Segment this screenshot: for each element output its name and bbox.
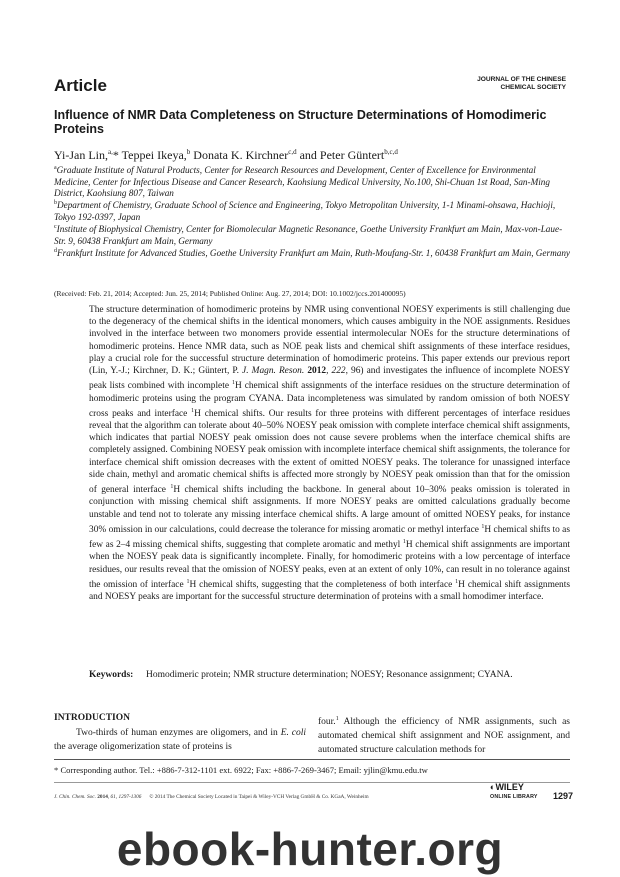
reference-year: 2012 (307, 366, 327, 377)
wiley-logo (490, 783, 550, 792)
body-text: Two-thirds of human enzymes are oligomers, and in (76, 728, 281, 738)
affiliation-a (54, 163, 574, 200)
isotope-superscript: 1 (231, 380, 235, 387)
keywords (89, 669, 569, 682)
introduction-heading: INTRODUCTION (54, 713, 131, 723)
author-name[interactable]: * Teppei Ikeya, (112, 148, 187, 162)
footer-volume-pages: , 61, 1297-1306 (107, 794, 142, 800)
abstract: The structure determination of homodimeric proteins by NMR using conventional NOESY experiments is still challenging due to the degeneracy of the chemical shifts in the identical monomers, which causes ambiguity in the NOE assignments. Residues involved in the interface between two monomers provide essential intermolecular NOEs for the structure determinations of homodimeric proteins. Hence NMR data, such as NOE peak lists and chemical shift assignments of these interface residues, play a crucial role for the successful structure determination of homodimeric proteins. This paper extends our previous report (Lin, Y.-J.; Kirchner, D. K.; Güntert, P. J. Magn. Reson. 2012, 222, 96) and investigates the influence of incomplete NOESY peak lists combined with incomplete $^1$H chemical shift assignments of the interface residues on the structure determination of homodimeric proteins using the program CYANA. Data incompleteness was simulated by random omission of both NOESY cross peaks and interface $^1$H chemical shifts. Our results for three proteins with different percentages of interface residues reveal that the algorithm can tolerate about 40–50% NOESY peak omission with complete interface chemical shift assignments, which indicates that partial NOESY peak omission does not cause severe problems when the interface chemical shifts are completely assigned. Combining NOESY peak omission with incomplete interface chemical shift assignments, the tolerance for interface chemical shift omission decreases with the extent of omitted NOESY peaks. The tolerance for unassigned interface side chain, methyl and aromatic chemical shifts is affected more strongly by NOESY peak omission than that for the omission of general interface $^1$H chemical shifts including the backbone. In general about 10–30% peaks omission is tolerated in conjunction with missing chemical shift assignments. If more NOESY peaks are omitted calculations gradually become unstable and tend not to tolerate any missing interface chemical shifts. A large amount of omitted NOESY peaks, for instance 30% omission in our calculations, could decrease the tolerance for missing aromatic or methyl interface $^1$H chemical shifts to as few as 2–4 missing chemical shifts, suggesting that complete aromatic and methyl $^1$H chemical shift assignments are important when the NOESY peak data is significantly incomplete. Finally, for homodimeric proteins with a low percentage of interface residues, our results reveal that the omission of NOESY peaks, even at an extent of only 10%, can result in no tolerance against the omission of interface $^1$H chemical shifts, suggesting that the completeness of both interface $^1$H chemical shift assignments and NOESY peaks are important for the successful structure determination of proteins with a small homodimer interface. (89, 305, 571, 603)
article-type-label: Article (54, 76, 107, 95)
affiliation-marker: c (54, 224, 57, 230)
journal-reference: J. Magn. Reson. (242, 366, 305, 377)
affiliation-text: Department of Chemistry, Graduate School of Science and Engineering, Tokyo Metropolitan University, 1-1 Minami-ohsawa, Hachioji, Tokyo 192-0397, Japan (54, 200, 556, 222)
abstract-text: H chemical shifts, suggesting that the completeness of both interface (189, 580, 456, 591)
journal-name-line2: CHEMICAL SOCIETY (500, 84, 566, 91)
received-dates-doi: (Received: Feb. 21, 2014; Accepted: Jun. 25, 2014; Published Online: Aug. 27, 2014; DOI: 10.1002/jccs.201400095) (54, 289, 406, 298)
reference-volume: 222 (331, 366, 346, 377)
isotope-superscript: 1 (402, 539, 406, 546)
affiliation-marker: b (54, 200, 57, 206)
author-name[interactable]: Yi-Jan Lin, (54, 148, 108, 162)
author-affiliation-marker: b (186, 148, 191, 156)
isotope-superscript: 1 (170, 484, 174, 491)
abstract-text: H chemical shift assignments are important when the NOESY peak data is significantly incomplete. Finally, for homodimeric proteins with a low percentage of interface residues, our results reveal that the omission of NOESY peaks, even at an extent of only 10%, can result in no tolerance against the omission of interface (89, 540, 570, 591)
affiliation-b (54, 198, 574, 223)
wiley-logo-text: WILEY (495, 782, 524, 792)
abstract-text: H chemical shifts including the backbone. In general about 10–30% peaks omission is tolerated in conjunction with missing chemical shift assignments. If more NOESY peaks are omitted calculations gradually become unstable and tend not to tolerate any missing interface chemical shifts. A large amount of omitted NOESY peaks, for instance 30% omission in our calculations, could decrease the tolerance for missing aromatic or methyl interface (89, 485, 570, 535)
affiliation-d (54, 246, 574, 260)
abstract-text: H chemical shifts to as few as 2–4 missing chemical shifts, suggesting that complete aromatic and methyl (89, 524, 570, 551)
author-affiliation-marker: b,c,d (384, 148, 398, 156)
introduction-left-column (54, 726, 306, 754)
body-text: four. (318, 717, 336, 728)
citation-marker[interactable]: 1 (335, 716, 339, 722)
author-affiliation-marker: c,d (288, 148, 297, 156)
watermark: ebook-hunter.org (116, 823, 504, 875)
keywords-text: Homodimeric protein; NMR structure determination; NOESY; Resonance assignment; CYANA. (146, 670, 513, 680)
body-text: Although the efficiency of NMR assignments, such as automated chemical shift assignment and NOE assignment, and automated structure calculation methods for (318, 717, 570, 756)
body-text: the average oligomerization state of proteins is (54, 742, 232, 752)
author-affiliation-marker: a, (108, 148, 113, 156)
isotope-superscript: 1 (455, 578, 459, 585)
author-name[interactable]: and Peter Güntert (299, 148, 385, 162)
affiliation-text: Graduate Institute of Natural Products, Center for Research Resources and Development, Center of Excellence for Environmental Medicine, Center for Infectious Disease and Cancer Research, Kaohsiung Medical University, No.100, Shi-Chuan 1st Road, San-Ming District, Kaohsiung 807, Taiwan (54, 165, 550, 199)
journal-name-line1: JOURNAL OF THE CHINESE (477, 76, 566, 83)
introduction-right-column (318, 712, 570, 757)
abstract-text: H chemical shift assignments of the interface residues on the structure determination of homodimeric proteins using the program CYANA. Data incompleteness was simulated by random omission of both NOESY cross peaks and interface (89, 381, 570, 419)
isotope-superscript: 1 (191, 407, 195, 414)
affiliation-text: Frankfurt Institute for Advanced Studies, Goethe University Frankfurt am Main, Ruth-Moufang-Str. 1, 60438 Frankfurt am Main, Germany (57, 248, 570, 259)
footer-year: 2014 (97, 794, 108, 800)
affiliation-marker: d (54, 248, 57, 254)
affiliation-marker: a (54, 165, 57, 171)
footer-copyright: © 2014 The Chemical Society Located in Taipei & Wiley-VCH Verlag GmbH & Co. KGaA, Weinheim (149, 794, 369, 800)
affiliation-c (54, 222, 574, 247)
abstract-text: , 96) and investigates the influence of incomplete NOESY peak lists combined with incomplete (89, 366, 571, 392)
wiley-logo-mark: ◐ (490, 782, 496, 792)
footnote-divider (54, 759, 570, 760)
article-title: Influence of NMR Data Completeness on Structure Determinations of Homodimeric Proteins (54, 108, 547, 136)
journal-name (416, 76, 566, 92)
author-name[interactable]: Donata K. Kirchner (193, 148, 289, 162)
abstract-text: H chemical shifts. Our results for three proteins with different percentages of interface residues reveal that the algorithm can tolerate about 40–50% NOESY peak omission with complete interface chemical shift assignments, which indicates that partial NOESY peak omission does not cause severe problems when the interface chemical shifts are completely assigned. Combining NOESY peak omission with incomplete interface chemical shift assignments, the tolerance for interface chemical shift omission decreases with the extent of omitted NOESY peaks. The tolerance for unassigned interface side chain, methyl and aromatic chemical shifts is affected more strongly by NOESY peak omission than that for the omission of general interface (89, 408, 570, 496)
abstract-text: H chemical shift assignments and NOESY peaks are important for the successful structure determination of proteins with a small homodimer interface. (89, 580, 570, 603)
affiliation-text: Institute of Biophysical Chemistry, Center for Biomolecular Magnetic Resonance, Goethe University Frankfurt am Main, Max-von-Laue-Str. 9, 60438 Frankfurt am Main, Germany (54, 224, 563, 246)
page-number: 1297 (553, 791, 574, 801)
page-footer (54, 794, 474, 800)
isotope-superscript: 1 (481, 523, 485, 530)
species-name: E. coli (280, 728, 306, 738)
keywords-label: Keywords: (89, 670, 134, 680)
abstract-text: The structure determination of homodimeric proteins by NMR using conventional NOESY experiments is still challenging due to the degeneracy of the chemical shifts in the identical monomers, which causes ambiguity in the NOE assignments. Residues involved in the interface between two monomers provide essential intermolecular NOEs for the structure determinations of homodimeric proteins. Hence NMR data, such as NOE peak lists and chemical shift assignments of these interface residues, play a crucial role for the successful structure determination of homodimeric proteins. This paper extends our previous report (Lin, Y.-J.; Kirchner, D. K.; Güntert, P. (89, 305, 570, 377)
wiley-online-library: ONLINE LIBRARY (490, 794, 538, 800)
corresponding-author-note: * Corresponding author. Tel.: +886-7-312-1101 ext. 6922; Fax: +886-7-269-3467; Email: yjlin@kmu.edu.tw (54, 765, 428, 775)
footer-journal: J. Chin. Chem. Soc. (54, 794, 96, 800)
isotope-superscript: 1 (186, 578, 190, 585)
author-list (54, 148, 574, 163)
